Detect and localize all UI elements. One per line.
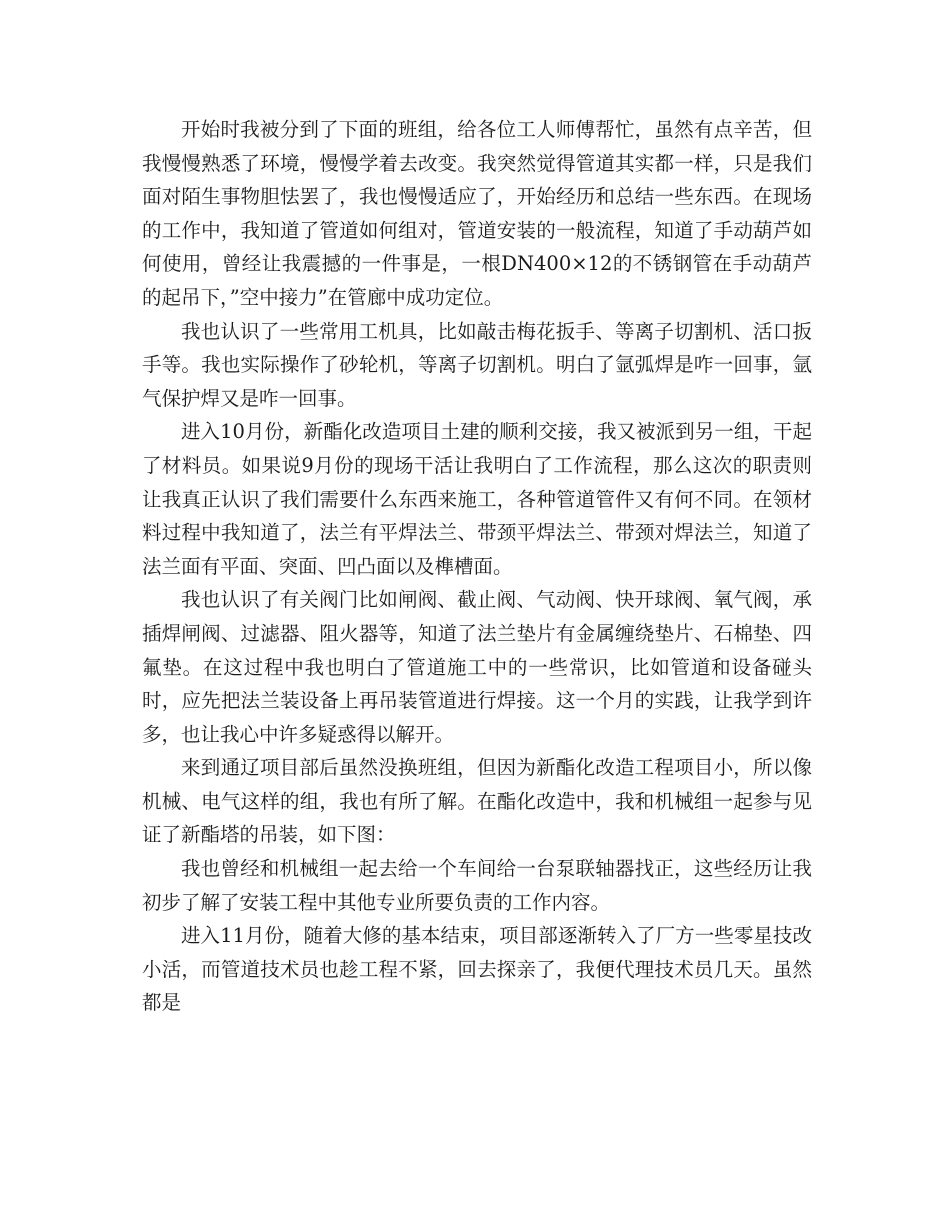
paragraph-3: 进入10月份，新酯化改造项目土建的顺利交接，我又被派到另一组，干起了材料员。如果说9月份的现场干活让我明白了工作流程，那么这次的职责则让我真正认识了我们需要什么东西来施工，各种管道管件又有何不同。在领材料过程中我知道了，法兰有平焊法兰、带颈平焊法兰、带颈对焊法兰，知道了法兰面有平面、突面、凹凸面以及榫槽面。 [142,420,812,578]
paragraph-1: 开始时我被分到了下面的班组，给各位工人师傅帮忙，虽然有点辛苦，但我慢慢熟悉了环境，慢慢学着去改变。我突然觉得管道其实都一样，只是我们面对陌生事物胆怯罢了，我也慢慢适应了，开始经历和总结一些东西。在现场的工作中，我知道了管道如何组对，管道安装的一般流程，知道了手动葫芦如何使用，曾经让我震撼的一件事是，一根DN400×12的不锈钢管在手动葫芦的起吊下，”空中接力”在管廊中成功定位。 [142,118,812,309]
paragraph-4: 我也认识了有关阀门比如闸阀、截止阀、气动阀、快开球阀、氧气阀，承插焊闸阀、过滤器、阻火器等，知道了法兰垫片有金属缠绕垫片、石棉垫、四氟垫。在这过程中我也明白了管道施工中的一些常识，比如管道和设备碰头时，应先把法兰装设备上再吊装管道进行焊接。这一个月的实践，让我学到许多，也让我心中许多疑惑得以解开。 [142,588,812,746]
paragraph-6: 我也曾经和机械组一起去给一个车间给一台泵联轴器找正，这些经历让我初步了解了安装工程中其他专业所要负责的工作内容。 [142,857,812,914]
paragraph-2: 我也认识了一些常用工机具，比如敲击梅花扳手、等离子切割机、活口扳手等。我也实际操作了砂轮机，等离子切割机。明白了氩弧焊是咋一回事，氩气保护焊又是咋一回事。 [142,319,812,410]
document-body [142,113,812,1020]
paragraph-7: 进入11月份，随着大修的基本结束，项目部逐渐转入了厂方一些零星技改小活，而管道技术员也趁工程不紧，回去探亲了，我便代理技术员几天。虽然都是 [142,924,812,1015]
paragraph-5: 来到通辽项目部后虽然没换班组，但因为新酯化改造工程项目小，所以像机械、电气这样的组，我也有所了解。在酯化改造中，我和机械组一起参与见证了新酯塔的吊装，如下图： [142,756,812,847]
